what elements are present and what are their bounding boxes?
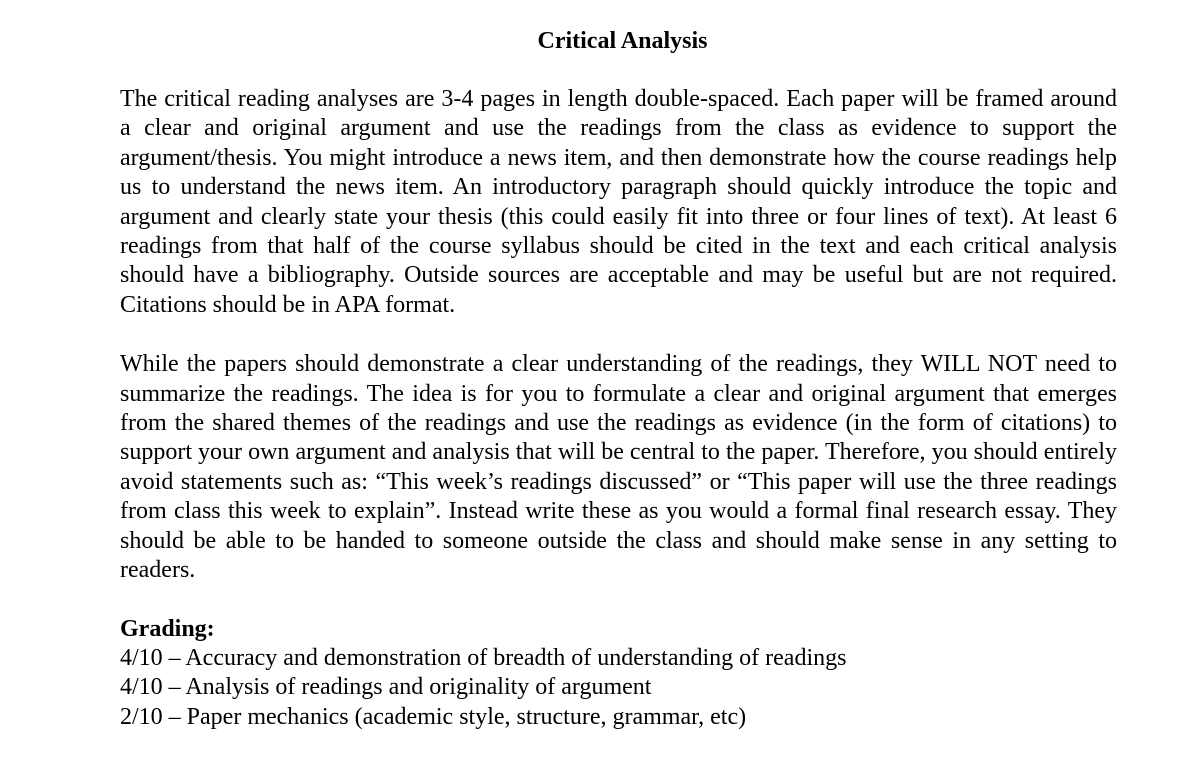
paragraph-expectations: While the papers should demonstrate a clear understanding of the readings, they WILL NOT need to summarize the readings. The idea is for you to formulate a clear and original argument that emerges from the shared themes of the readings and use the readings as evidence (in the form of citations) to support your own argument and analysis that will be central to the paper. Therefore, you should entirely avoid statements such as: “This week’s readings discussed” or “This paper will use the three readings from class this week to explain”. Instead write these as you would a formal final research essay. They should be able to be handed to someone outside the class and should make sense in any setting to readers. [120, 351, 1117, 584]
grading-section [120, 615, 1117, 733]
grading-item-accuracy: 4/10 – Accuracy and demonstration of breadth of understanding of readings [120, 644, 847, 671]
grading-heading: Grading: [120, 615, 215, 642]
document-title: Critical Analysis [537, 28, 708, 54]
grading-list [120, 644, 1117, 732]
document-page [120, 26, 1117, 732]
grading-item-mechanics: 2/10 – Paper mechanics (academic style, structure, grammar, etc) [120, 703, 747, 730]
grading-item-analysis: 4/10 – Analysis of readings and originality of argument [120, 674, 652, 701]
paragraph-requirements: The critical reading analyses are 3-4 pages in length double-spaced. Each paper will be framed around a clear and original argument and use the readings from the class as evidence to support the argument/thesis. You might introduce a news item, and then demonstrate how the course readings help us to understand the news item. An introductory paragraph should quickly introduce the topic and argument and clearly state your thesis (this could easily fit into three or four lines of text). At least 6 readings from that half of the course syllabus should be cited in the text and each critical analysis should have a bibliography. Outside sources are acceptable and may be useful but are not required. Citations should be in APA format. [120, 86, 1117, 318]
